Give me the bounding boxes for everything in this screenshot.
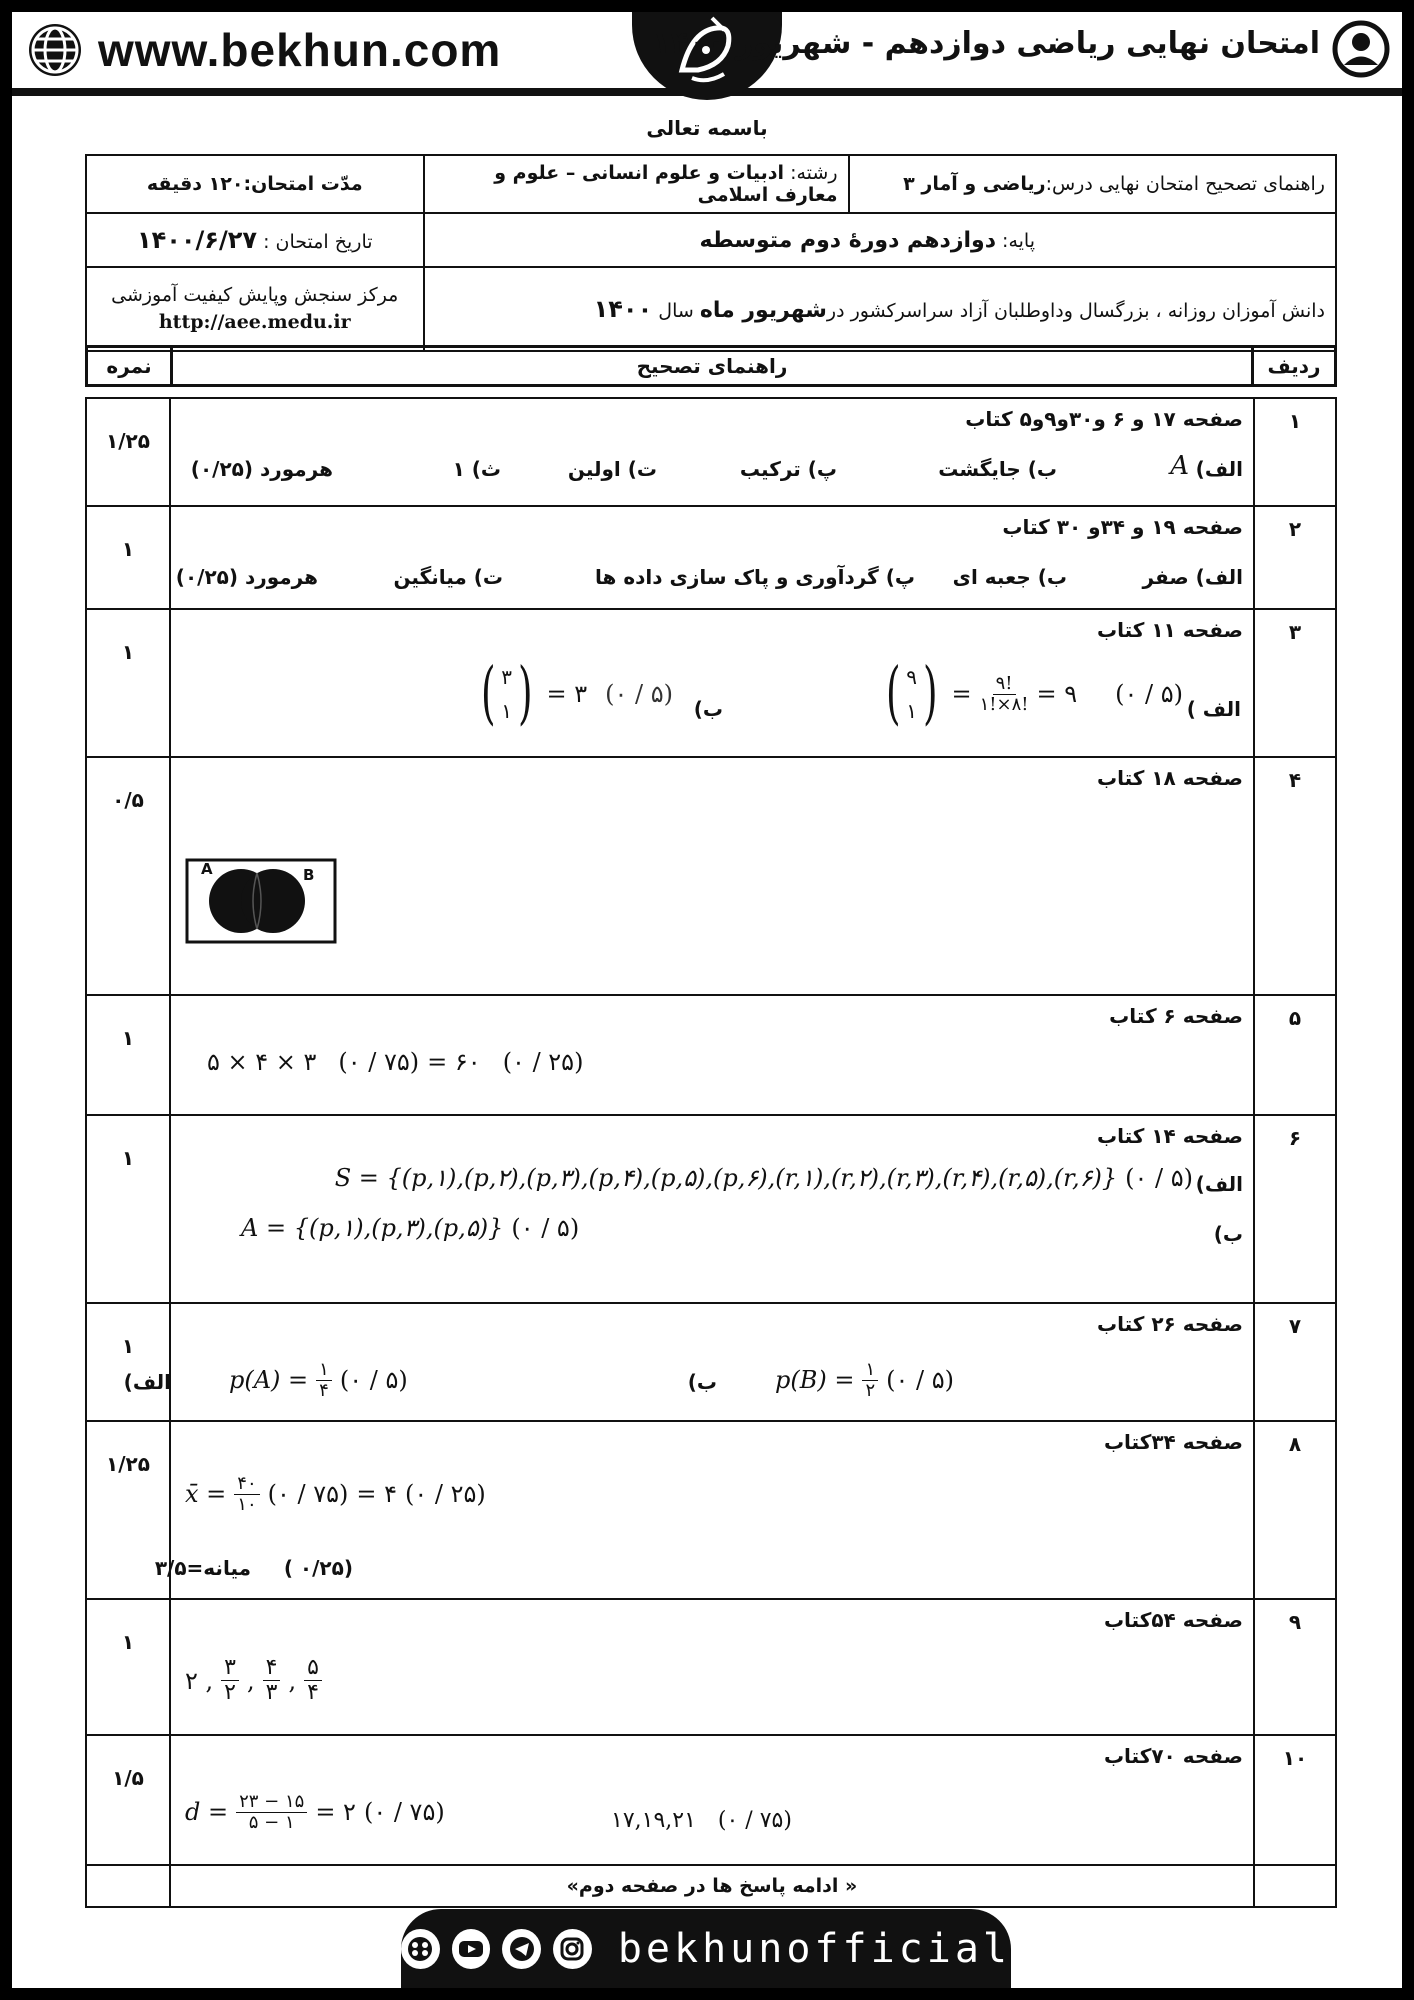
exam-month: شهریور ماه [699, 298, 827, 323]
fraction-denominator: ۴ [319, 1379, 329, 1401]
fraction-numerator: ۹! [993, 674, 1016, 695]
empty-cell [86, 1865, 170, 1907]
answer-math [207, 1048, 583, 1076]
question-score: ۱/۲۵ [86, 398, 170, 506]
grade-cell [424, 213, 1337, 267]
header-score: نمره [87, 347, 172, 386]
fraction-denominator: ۳ [265, 1680, 278, 1706]
question-row [86, 1735, 1336, 1865]
sequence-terms [611, 1808, 792, 1833]
question-score: ۱ [86, 506, 170, 609]
fraction-numerator: ۱ [316, 1360, 332, 1381]
answer-d: ت) اولین [567, 457, 657, 481]
answer-cell [170, 1599, 1254, 1735]
answer-cell [170, 995, 1254, 1115]
site-link[interactable] [26, 20, 501, 80]
sample-space: S = {(p,۱),(p,۲),(p,۳),(p,۴),(p,۵),(p,۶),(r,۱),(r,۲),(r,۳),(r,۴),(r,۵),(r,۶)} [334, 1164, 1118, 1192]
answer-b-points: (۰ / ۵) [886, 1366, 954, 1395]
fraction-numerator: ۳ [221, 1656, 239, 1681]
answer-e: ث) ۱ [452, 457, 501, 481]
question-row [86, 757, 1336, 995]
question-row [86, 398, 1336, 506]
question-number: ۴ [1254, 757, 1336, 995]
course-cell [849, 155, 1337, 213]
source-ref: صفحه ۲۶ کتاب [1096, 1312, 1243, 1336]
field-cell [424, 155, 849, 213]
duration-cell [86, 155, 424, 213]
telegram-icon[interactable] [502, 1929, 541, 1969]
instagram-icon[interactable] [553, 1929, 592, 1969]
question-number: ۳ [1254, 609, 1336, 757]
question-number: ۷ [1254, 1303, 1336, 1421]
students-text: دانش آموزان روزانه ، بزرگسال وداوطلبان آزاد سراسرکشور در [826, 300, 1325, 322]
exam-duration: مدّت امتحان:۱۲۰ دقیقه [146, 173, 363, 195]
question-number: ۶ [1254, 1115, 1336, 1303]
answer-b-label: ب) [687, 1370, 717, 1394]
exam-info-table [85, 154, 1337, 352]
answer-a-math [229, 1360, 408, 1401]
fraction-denominator: ۵ − ۱ [248, 1811, 295, 1833]
source-ref: صفحه ۷۰کتاب [1103, 1744, 1243, 1768]
answer-b-math [475, 654, 673, 733]
mean-result: = ۴ [356, 1480, 398, 1509]
answer-c: پ) ترکیب [739, 457, 837, 481]
answer-cell [170, 609, 1254, 757]
binom-bottom: ۱ [501, 699, 512, 723]
answer-b-label: ب) [1213, 1222, 1243, 1246]
fraction [304, 1656, 322, 1705]
youtube-icon[interactable] [452, 1929, 491, 1969]
answer-a-math: ( ۹ ۱ ) = $\frac{۹!}{۱!\times ۸!}$ = ۹ (۰ / ۵) [880, 660, 1183, 728]
question-score: ۱/۵ [86, 1735, 170, 1865]
venn-label-a: A [201, 860, 213, 878]
answer-a-value: A [1170, 451, 1189, 481]
sequence-math: ۲ , $\frac{۳}{۲}$ , $\frac{۴}{۳}$ , $\frac{۵}{۴}$ [185, 1656, 322, 1705]
students-cell [424, 267, 1337, 351]
source-ref: صفحه ۶ کتاب [1109, 1004, 1243, 1028]
answer-b-result: = ۳ [546, 680, 588, 708]
question-score: ۱ [86, 1599, 170, 1735]
source-ref: صفحه ۱۴ کتاب [1096, 1124, 1243, 1148]
answer-a-points: (۰ / ۵) [339, 1366, 408, 1395]
answer-a-points: (۰ / ۵) [1115, 680, 1183, 708]
answer-b: ب) جعبه ای [952, 565, 1067, 589]
field-name: ادبیات و علوم انسانی – علوم و معارف اسلامی [494, 162, 838, 206]
page [12, 12, 1402, 1988]
source-ref: صفحه ۱۹ و ۳۴و ۳۰ کتاب [1002, 515, 1243, 539]
probability-a: p(A) = [229, 1366, 309, 1395]
course-name: ریاضی و آمار ۳ [903, 173, 1046, 195]
answer-a-result: = ۹ [1036, 680, 1078, 708]
date-label: تاریخ امتحان : [263, 231, 373, 253]
exam-date: ۱۴۰۰/۶/۲۷ [136, 226, 258, 254]
answer-b-math [775, 1360, 954, 1401]
question-row [86, 1115, 1336, 1303]
aparat-icon[interactable] [401, 1929, 440, 1969]
source-ref: صفحه ۱۱ کتاب [1096, 618, 1243, 642]
binom-top: ۹ [906, 665, 917, 689]
center-cell [86, 267, 424, 351]
user-icon [1332, 20, 1390, 78]
mean-symbol: x̄ = [185, 1480, 227, 1509]
site-url: www.bekhun.com [98, 24, 502, 76]
globe-icon [26, 21, 84, 79]
center-url[interactable]: http://aee.medu.ir [158, 311, 351, 333]
fraction-denominator: ۲ [865, 1379, 876, 1401]
fraction-denominator: ۴ [307, 1680, 319, 1706]
date-cell [86, 213, 424, 267]
answer-a-label: الف) [1195, 1172, 1243, 1196]
answer-b: ب) جایگشت [938, 457, 1057, 481]
social-footer [401, 1909, 1011, 1988]
answer-result: = ۶۰ [427, 1048, 481, 1076]
difference-result: = ۲ [315, 1798, 356, 1827]
fraction-numerator: ۲۳ − ۱۵ [236, 1792, 307, 1813]
binom-top: ۳ [501, 665, 512, 689]
bismillah: باسمه تعالی [646, 116, 768, 140]
answer-a: الف) صفر [1142, 565, 1243, 589]
answer-b-points: (۰ / ۵) [511, 1214, 580, 1242]
binomial: ( ۳ ۱ ) [480, 654, 533, 733]
answer-a-label: الف) [123, 1370, 171, 1394]
question-number: ۱ [1254, 398, 1336, 506]
fraction [236, 1792, 307, 1833]
question-score: ۱ [86, 1115, 170, 1303]
points-note: هرمورد (۰/۲۵) [175, 565, 318, 589]
answer-a-math [335, 1164, 1193, 1192]
year-label: سال [658, 300, 694, 322]
fraction [862, 1360, 878, 1401]
question-number: ۵ [1254, 995, 1336, 1115]
continuation-row [86, 1865, 1336, 1907]
fraction-numerator: ۵ [304, 1656, 322, 1681]
fraction-numerator: ۱ [862, 1360, 878, 1381]
social-handle[interactable]: bekhunofficial [617, 1926, 1011, 1972]
fraction-numerator: ۴ [263, 1656, 281, 1681]
binom-bottom: ۱ [906, 699, 917, 723]
answer-c: پ) گردآوری و پاک سازی داده ها [595, 565, 915, 589]
question-row [86, 506, 1336, 609]
question-score: ۰/۵ [86, 757, 170, 995]
answers-header [85, 345, 1337, 387]
difference-symbol: d = [185, 1798, 229, 1827]
fraction [316, 1360, 332, 1401]
source-ref: صفحه ۵۴کتاب [1103, 1608, 1243, 1632]
header-row: ردیف [1253, 347, 1336, 386]
probability-b: p(B) = [775, 1366, 855, 1395]
question-score: ۱ [86, 995, 170, 1115]
answer-a: الف) [1195, 457, 1243, 481]
venn-diagram [185, 858, 337, 948]
difference-points: (۰ / ۷۵) [363, 1798, 445, 1827]
answer-cell [170, 1735, 1254, 1865]
answer-cell [170, 398, 1254, 506]
center-name: مرکز سنجش وپایش کیفیت آموزشی [111, 284, 399, 307]
question-number: ۸ [1254, 1421, 1336, 1599]
source-ref: صفحه ۳۴کتاب [1103, 1430, 1243, 1454]
points-note: هرمورد (۰/۲۵) [190, 457, 333, 481]
answer-d: ت) میانگین [393, 565, 503, 589]
question-number: ۱۰ [1254, 1735, 1336, 1865]
mean-math [185, 1474, 486, 1515]
question-row [86, 1303, 1336, 1421]
answer-b-math [241, 1214, 579, 1242]
sequence-first: ۲ , [185, 1666, 214, 1695]
question-score: ۱ [86, 609, 170, 757]
answer-cell [170, 506, 1254, 609]
venn-label-b: B [303, 866, 315, 884]
answer-b-label: ب) [693, 697, 723, 721]
fraction-denominator: ۱۰ [237, 1493, 257, 1515]
grade-name: دوازدهم دورهٔ دوم متوسطه [699, 227, 996, 253]
answer-a-label: الف ) [1186, 697, 1241, 721]
fraction [221, 1656, 239, 1705]
answer-expression: ۵ × ۴ × ۳ [207, 1048, 317, 1076]
answer-a-points: (۰ / ۵) [1125, 1164, 1193, 1192]
event-set: A = {(p,۱),(p,۳),(p,۵)} [241, 1214, 504, 1242]
fraction-numerator: ۴۰ [234, 1474, 259, 1495]
continuation-note: « ادامه پاسخ ها در صفحه دوم» [170, 1865, 1254, 1907]
fraction [980, 674, 1029, 715]
answer-cell [170, 1115, 1254, 1303]
top-banner [12, 12, 1402, 96]
sequence-points: (۰ / ۷۵) [717, 1808, 792, 1833]
question-row [86, 1421, 1336, 1599]
median-answer: میانه=۳/۵ [154, 1556, 251, 1580]
median-points: (۰/۲۵ ) [283, 1556, 353, 1580]
answer-b-points: (۰ / ۵) [605, 680, 673, 708]
question-row [86, 1599, 1336, 1735]
source-ref: صفحه ۱۸ کتاب [1096, 766, 1243, 790]
sequence-values: ۱۷,۱۹,۲۱ [611, 1808, 696, 1833]
answer-cell [123, 1303, 1254, 1421]
header-guide: راهنمای تصحیح [172, 347, 1253, 386]
question-row [86, 609, 1336, 757]
fraction-denominator: ۱!×۸! [979, 693, 1029, 715]
exam-title: امتحان نهایی ریاضی دوازدهم - شهریور ۱۴۰۰ [652, 26, 1320, 61]
question-score: ۱/۲۵ [86, 1421, 170, 1599]
guide-label: راهنمای تصحیح امتحان نهایی درس: [1045, 173, 1325, 195]
mean-points-2: (۰ / ۲۵) [405, 1480, 486, 1509]
fraction-denominator: ۲ [224, 1680, 236, 1706]
binomial: ( ۹ ۱ ) [885, 654, 938, 733]
question-score: ۱ [86, 1303, 170, 1421]
answers-table [85, 397, 1337, 1908]
source-ref: صفحه ۱۷ و ۶ و۳۰و۹و۵ کتاب [965, 407, 1243, 431]
answer-cell [154, 1421, 1254, 1599]
answer-cell [170, 757, 1254, 995]
question-number: ۹ [1254, 1599, 1336, 1735]
fraction [263, 1656, 281, 1705]
common-difference-math [185, 1792, 445, 1833]
answer-points-1: (۰ / ۷۵) [338, 1048, 420, 1076]
question-number: ۲ [1254, 506, 1336, 609]
fraction [234, 1474, 259, 1515]
grade-label: پایه: [1002, 229, 1035, 252]
exam-year: ۱۴۰۰ [593, 295, 653, 323]
field-label: رشته: [790, 162, 838, 184]
answer-points-2: (۰ / ۲۵) [502, 1048, 584, 1076]
mean-points-1: (۰ / ۷۵) [267, 1480, 349, 1509]
empty-cell [1254, 1865, 1336, 1907]
question-row [86, 995, 1336, 1115]
